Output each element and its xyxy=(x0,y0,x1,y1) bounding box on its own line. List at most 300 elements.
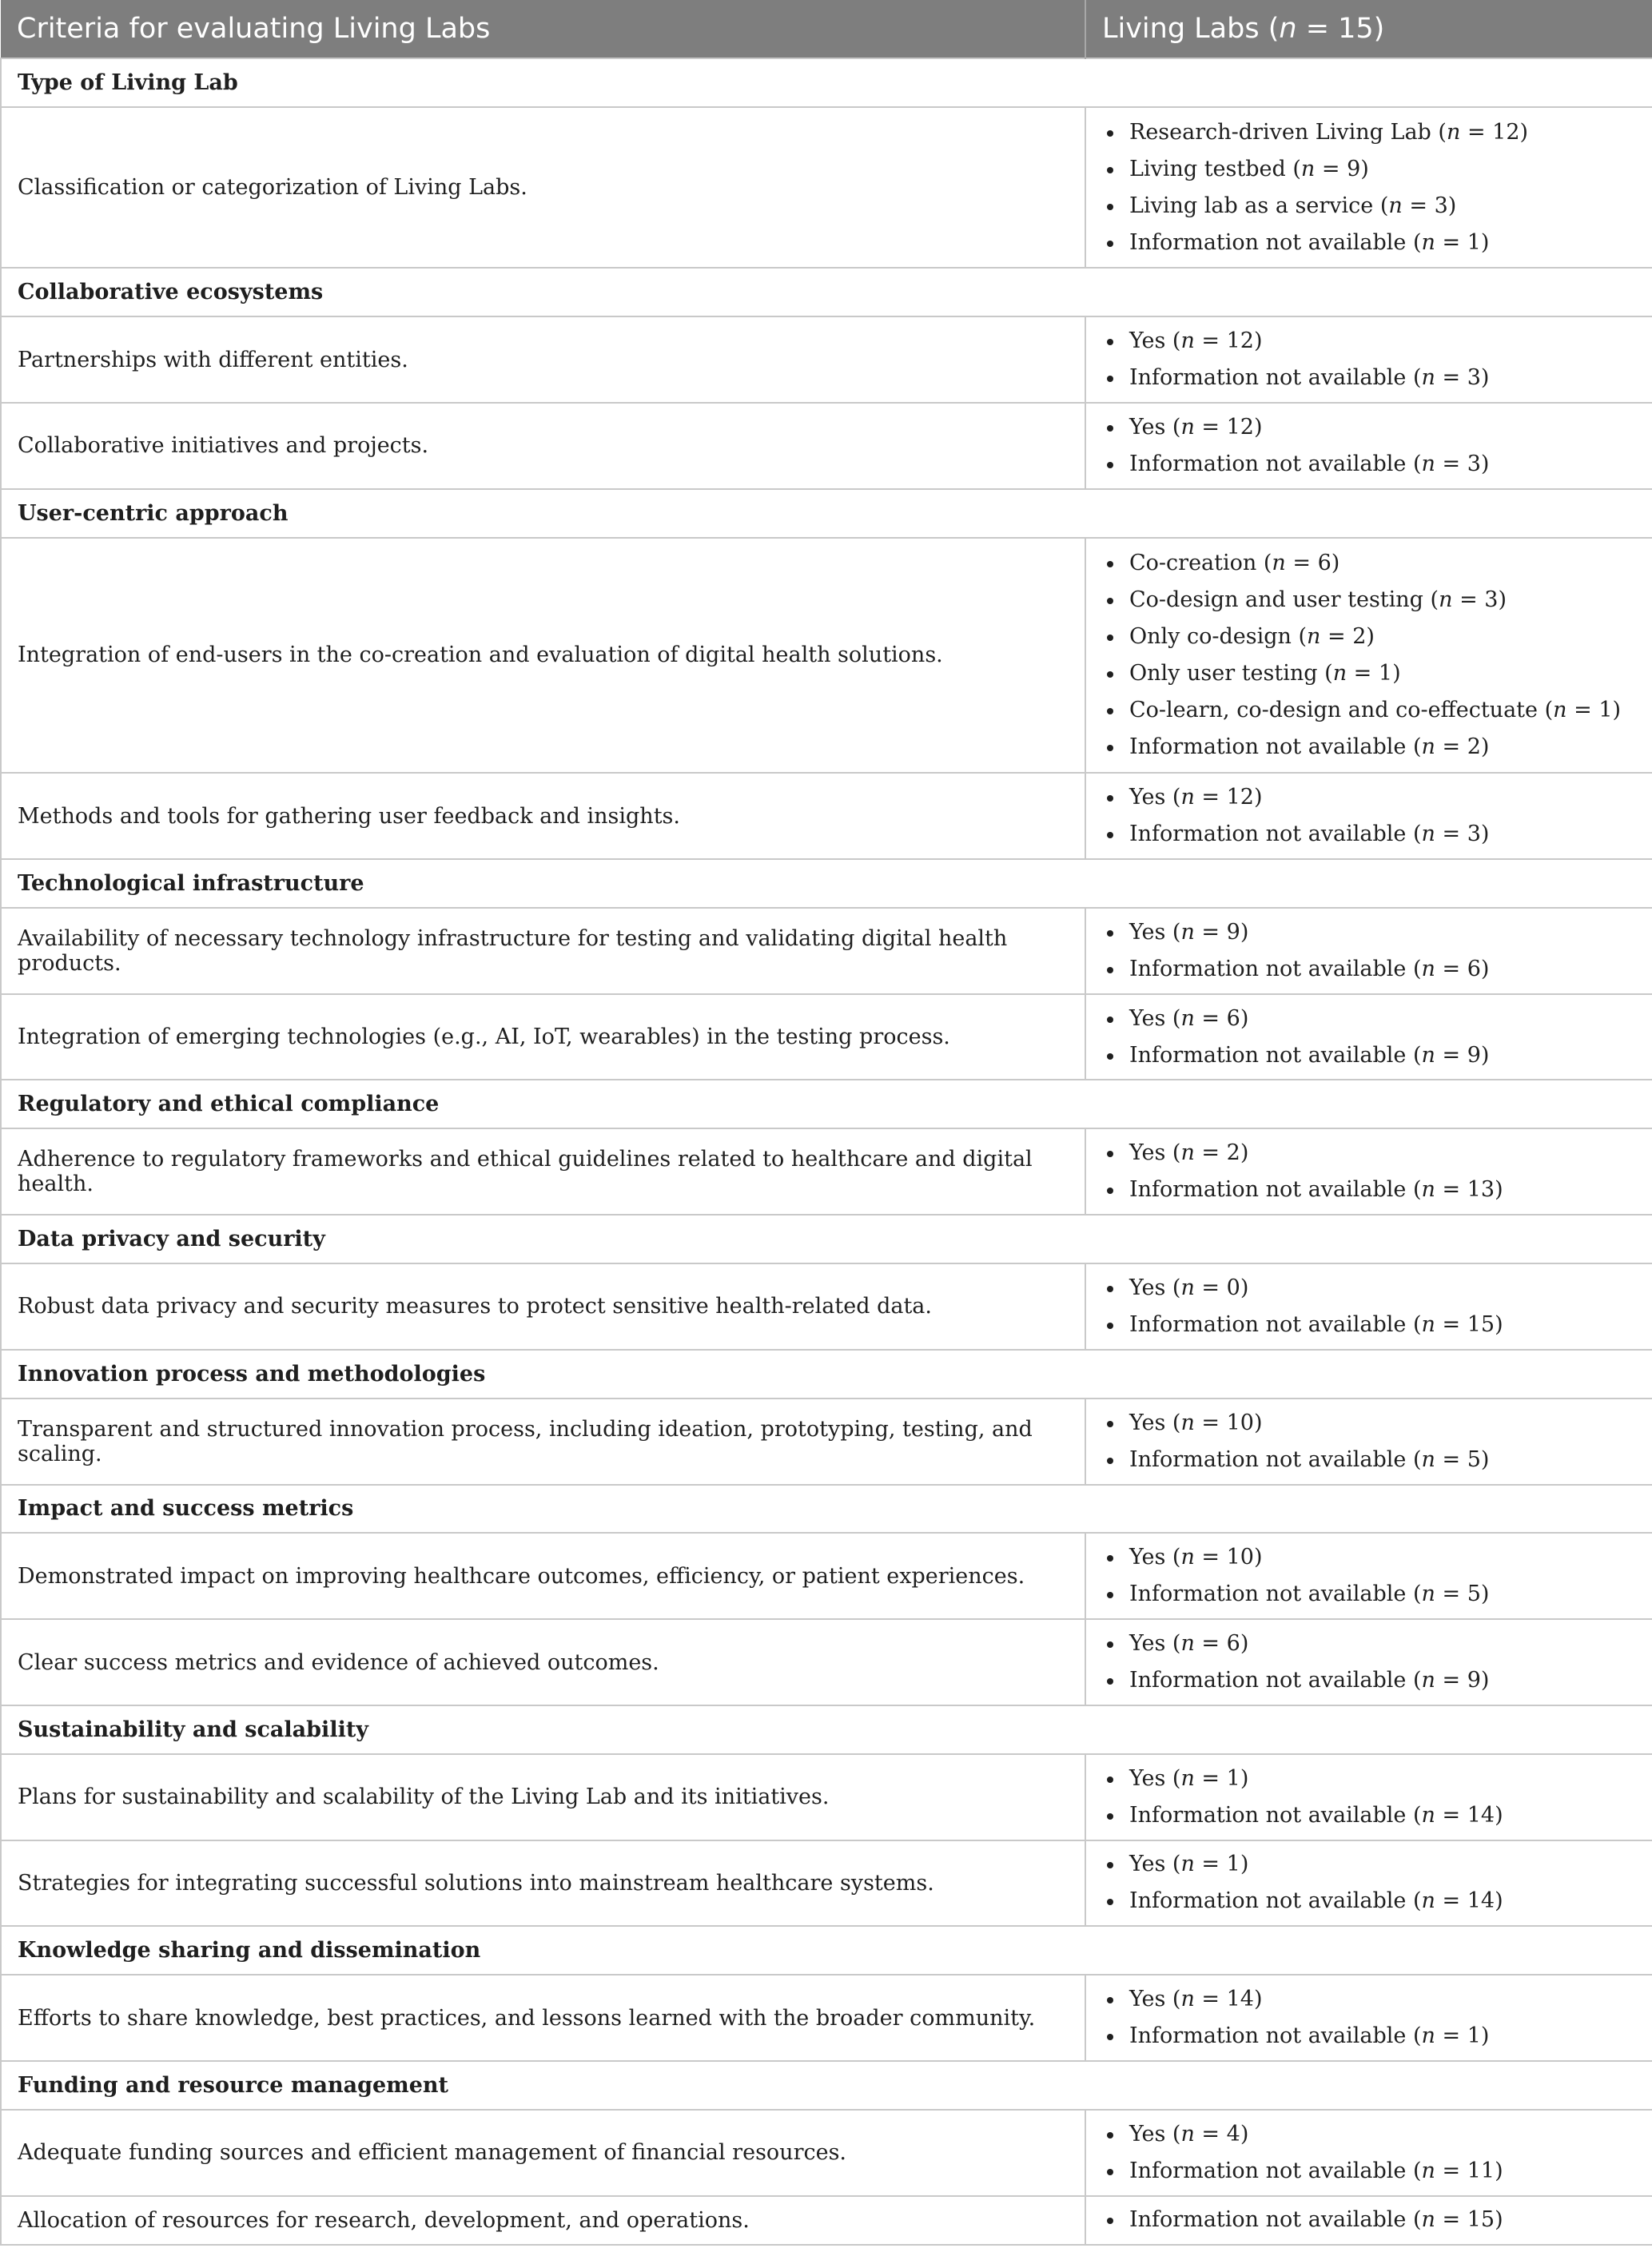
values-cell xyxy=(1085,1399,1652,1485)
section-row xyxy=(1,2061,1652,2110)
n-var: n xyxy=(1180,1005,1195,1031)
count-equals: = xyxy=(1194,328,1227,354)
count-close: ) xyxy=(1480,822,1490,847)
values-list xyxy=(1102,779,1636,853)
count-equals: = xyxy=(1435,365,1467,391)
value-label: Yes xyxy=(1129,1275,1166,1300)
list-item xyxy=(1102,1405,1636,1442)
count-close: ) xyxy=(1480,1446,1490,1472)
criterion-cell: Methods and tools for gathering user feedback and insights. xyxy=(1,773,1085,859)
value-label: Co-design and user testing xyxy=(1129,587,1423,612)
count-close: ) xyxy=(1447,193,1457,218)
list-item xyxy=(1102,225,1636,261)
values-list xyxy=(1102,914,1636,988)
values-cell xyxy=(1085,538,1652,774)
count-open: ( xyxy=(1406,1668,1422,1693)
count-open: ( xyxy=(1406,451,1422,476)
count-value: 12 xyxy=(1226,414,1254,440)
count-close: ) xyxy=(1360,156,1369,181)
values-list xyxy=(1102,1625,1636,1699)
value-label: Information not available xyxy=(1129,1802,1407,1828)
count-value: 2 xyxy=(1226,1140,1240,1166)
n-var: n xyxy=(1439,587,1453,612)
value-label: Information not available xyxy=(1129,822,1407,847)
n-var: n xyxy=(1180,414,1195,440)
values-cell xyxy=(1085,1754,1652,1840)
n-var: n xyxy=(1180,1765,1195,1791)
n-var: n xyxy=(1332,660,1347,686)
count-close: ) xyxy=(1240,2121,1249,2147)
count-open: ( xyxy=(1406,2207,1422,2233)
count-value: 1 xyxy=(1467,229,1481,255)
values-list xyxy=(1102,2116,1636,2190)
criterion-cell: Clear success metrics and evidence of achieved outcomes. xyxy=(1,1619,1085,1705)
n-var: n xyxy=(1180,785,1195,810)
values-list xyxy=(1102,323,1636,396)
section-row xyxy=(1,1080,1652,1128)
table-row xyxy=(1,1975,1652,2061)
count-open: ( xyxy=(1406,365,1422,391)
n-var: n xyxy=(1553,697,1567,722)
section-title: Sustainability and scalability xyxy=(1,1705,1652,1754)
value-label: Yes xyxy=(1129,328,1166,354)
table-row xyxy=(1,994,1652,1080)
count-close: ) xyxy=(1253,785,1263,810)
values-cell xyxy=(1085,1533,1652,1619)
header-living-labs-suffix: = 15) xyxy=(1296,13,1385,45)
section-row xyxy=(1,1485,1652,1534)
list-item xyxy=(1102,914,1636,951)
count-value: 3 xyxy=(1484,587,1499,612)
list-item xyxy=(1102,114,1636,151)
value-label: Information not available xyxy=(1129,1311,1407,1337)
count-close: ) xyxy=(1240,1005,1249,1031)
value-label: Only co-design xyxy=(1129,623,1292,649)
header-row xyxy=(1,0,1652,58)
table-row xyxy=(1,1399,1652,1485)
section-row xyxy=(1,1215,1652,1263)
n-var: n xyxy=(1421,822,1435,847)
count-close: ) xyxy=(1392,660,1401,686)
count-close: ) xyxy=(1331,550,1340,575)
count-close: ) xyxy=(1240,1765,1249,1791)
n-var: n xyxy=(1421,451,1435,476)
count-open: ( xyxy=(1165,1852,1181,1877)
values-cell xyxy=(1085,1128,1652,1215)
value-label: Information not available xyxy=(1129,1888,1407,1914)
value-label: Information not available xyxy=(1129,2158,1407,2183)
value-label: Information not available xyxy=(1129,2207,1407,2233)
count-close: ) xyxy=(1366,623,1375,649)
value-label: Yes xyxy=(1129,1545,1166,1570)
value-label: Living lab as a service xyxy=(1129,193,1374,218)
list-item xyxy=(1102,323,1636,360)
count-close: ) xyxy=(1495,1311,1503,1337)
count-equals: = xyxy=(1435,1802,1467,1828)
section-title: Type of Living Lab xyxy=(1,58,1652,107)
count-equals: = xyxy=(1435,734,1467,759)
list-item xyxy=(1102,951,1636,988)
value-label: Yes xyxy=(1129,919,1166,945)
count-open: ( xyxy=(1165,328,1181,354)
values-cell xyxy=(1085,2110,1652,2196)
values-cell xyxy=(1085,107,1652,268)
n-var: n xyxy=(1307,623,1321,649)
header-living-labs xyxy=(1085,0,1652,58)
count-close: ) xyxy=(1480,365,1490,391)
count-close: ) xyxy=(1480,1668,1490,1693)
count-equals: = xyxy=(1194,1545,1227,1570)
n-var: n xyxy=(1388,193,1403,218)
count-open: ( xyxy=(1406,822,1422,847)
criterion-cell: Availability of necessary technology infrastructure for testing and validating digital health products. xyxy=(1,908,1085,994)
n-var: n xyxy=(1180,1275,1195,1300)
count-open: ( xyxy=(1165,919,1181,945)
count-close: ) xyxy=(1480,956,1490,981)
count-value: 2 xyxy=(1467,734,1481,759)
count-equals: = xyxy=(1194,2121,1227,2147)
count-value: 2 xyxy=(1352,623,1367,649)
count-equals: = xyxy=(1285,550,1318,575)
criterion-cell: Integration of end-users in the co-creation and evaluation of digital health solutions. xyxy=(1,538,1085,774)
count-value: 1 xyxy=(1598,697,1613,722)
count-value: 3 xyxy=(1467,822,1481,847)
count-equals: = xyxy=(1194,1005,1227,1031)
count-value: 15 xyxy=(1467,1311,1495,1337)
table-row xyxy=(1,773,1652,859)
count-open: ( xyxy=(1538,697,1554,722)
criterion-cell: Collaborative initiatives and projects. xyxy=(1,403,1085,489)
count-value: 14 xyxy=(1226,1987,1254,2012)
table-row xyxy=(1,908,1652,994)
count-open: ( xyxy=(1406,1177,1422,1203)
values-cell xyxy=(1085,994,1652,1080)
count-close: ) xyxy=(1253,328,1263,354)
values-list xyxy=(1102,1001,1636,1074)
list-item xyxy=(1102,1662,1636,1699)
count-value: 1 xyxy=(1467,2023,1481,2049)
count-close: ) xyxy=(1480,229,1490,255)
count-open: ( xyxy=(1406,734,1422,759)
section-row xyxy=(1,859,1652,908)
section-title: Funding and resource management xyxy=(1,2061,1652,2110)
count-open: ( xyxy=(1406,229,1422,255)
count-equals: = xyxy=(1435,1446,1467,1472)
count-equals: = xyxy=(1194,1275,1227,1300)
count-open: ( xyxy=(1165,414,1181,440)
value-label: Yes xyxy=(1129,2121,1166,2147)
value-label: Information not available xyxy=(1129,1177,1407,1203)
list-item xyxy=(1102,1172,1636,1208)
list-item xyxy=(1102,692,1636,729)
count-equals: = xyxy=(1566,697,1599,722)
count-value: 5 xyxy=(1467,1446,1481,1472)
count-open: ( xyxy=(1165,1410,1181,1435)
count-value: 5 xyxy=(1467,1582,1481,1607)
criterion-cell: Plans for sustainability and scalability of the Living Lab and its initiatives. xyxy=(1,1754,1085,1840)
n-var: n xyxy=(1180,328,1195,354)
list-item xyxy=(1102,446,1636,483)
value-label: Information not available xyxy=(1129,1582,1407,1607)
values-cell xyxy=(1085,773,1652,859)
value-label: Yes xyxy=(1129,1852,1166,1877)
count-equals: = xyxy=(1194,1852,1227,1877)
count-value: 10 xyxy=(1226,1545,1254,1570)
header-living-labs-prefix: Living Labs ( xyxy=(1102,13,1280,45)
count-equals: = xyxy=(1435,2207,1467,2233)
values-cell xyxy=(1085,316,1652,403)
list-item xyxy=(1102,729,1636,766)
list-item xyxy=(1102,1135,1636,1172)
list-item xyxy=(1102,1270,1636,1307)
n-var: n xyxy=(1421,365,1435,391)
criterion-cell: Classification or categorization of Living Labs. xyxy=(1,107,1085,268)
list-item xyxy=(1102,360,1636,396)
list-item xyxy=(1102,2153,1636,2190)
list-item xyxy=(1102,1001,1636,1037)
count-value: 14 xyxy=(1467,1888,1495,1914)
values-list xyxy=(1102,1135,1636,1208)
count-equals: = xyxy=(1194,1631,1227,1657)
criterion-cell: Adherence to regulatory frameworks and ethical guidelines related to healthcare and digital health. xyxy=(1,1128,1085,1215)
n-var: n xyxy=(1180,1140,1195,1166)
count-open: ( xyxy=(1165,1275,1181,1300)
count-value: 9 xyxy=(1226,919,1240,945)
criterion-cell: Adequate funding sources and efficient management of financial resources. xyxy=(1,2110,1085,2196)
count-value: 3 xyxy=(1467,365,1481,391)
n-var: n xyxy=(1421,2023,1435,2049)
count-value: 10 xyxy=(1226,1410,1254,1435)
values-cell xyxy=(1085,1975,1652,2061)
count-open: ( xyxy=(1165,1631,1181,1657)
list-item xyxy=(1102,1442,1636,1478)
count-close: ) xyxy=(1495,1177,1503,1203)
table-row xyxy=(1,1840,1652,1927)
table-row xyxy=(1,2196,1652,2245)
count-equals: = xyxy=(1435,229,1467,255)
n-var: n xyxy=(1180,2121,1195,2147)
count-value: 15 xyxy=(1467,2207,1495,2233)
n-var: n xyxy=(1421,1042,1435,1068)
count-equals: = xyxy=(1435,1888,1467,1914)
count-equals: = xyxy=(1435,2158,1467,2183)
list-item xyxy=(1102,619,1636,655)
count-equals: = xyxy=(1435,956,1467,981)
count-open: ( xyxy=(1406,1802,1422,1828)
n-var: n xyxy=(1421,1668,1435,1693)
table-row xyxy=(1,403,1652,489)
section-title: Collaborative ecosystems xyxy=(1,268,1652,316)
list-item xyxy=(1102,2018,1636,2055)
count-open: ( xyxy=(1406,1582,1422,1607)
values-list xyxy=(1102,1846,1636,1920)
count-value: 12 xyxy=(1226,785,1254,810)
count-value: 4 xyxy=(1226,2121,1240,2147)
values-list xyxy=(1102,114,1636,261)
count-open: ( xyxy=(1165,1005,1181,1031)
value-label: Yes xyxy=(1129,1140,1166,1166)
list-item xyxy=(1102,1981,1636,2018)
count-open: ( xyxy=(1165,1765,1181,1791)
table-row xyxy=(1,1128,1652,1215)
list-item xyxy=(1102,2202,1636,2238)
table-body xyxy=(1,58,1652,2245)
values-cell xyxy=(1085,1263,1652,1350)
count-close: ) xyxy=(1253,1410,1263,1435)
header-criteria: Criteria for evaluating Living Labs xyxy=(1,0,1085,58)
n-var: n xyxy=(1421,956,1435,981)
n-var: n xyxy=(1446,119,1461,145)
count-close: ) xyxy=(1495,2207,1503,2233)
list-item xyxy=(1102,1797,1636,1834)
count-open: ( xyxy=(1165,1140,1181,1166)
n-var: n xyxy=(1421,1582,1435,1607)
n-var: n xyxy=(1180,919,1195,945)
count-value: 14 xyxy=(1467,1802,1495,1828)
count-equals: = xyxy=(1194,414,1227,440)
count-equals: = xyxy=(1435,1582,1467,1607)
values-cell xyxy=(1085,2196,1652,2245)
count-close: ) xyxy=(1240,1631,1249,1657)
count-equals: = xyxy=(1194,1987,1227,2012)
list-item xyxy=(1102,1761,1636,1797)
section-title: User-centric approach xyxy=(1,489,1652,538)
count-open: ( xyxy=(1165,785,1181,810)
count-equals: = xyxy=(1435,1311,1467,1337)
count-equals: = xyxy=(1460,119,1493,145)
count-value: 6 xyxy=(1317,550,1332,575)
header-n-var: n xyxy=(1279,13,1297,45)
n-var: n xyxy=(1421,2207,1435,2233)
count-close: ) xyxy=(1495,1888,1503,1914)
count-close: ) xyxy=(1480,1582,1490,1607)
values-cell xyxy=(1085,908,1652,994)
count-equals: = xyxy=(1320,623,1353,649)
count-open: ( xyxy=(1165,1987,1181,2012)
value-label: Yes xyxy=(1129,1005,1166,1031)
list-item xyxy=(1102,1625,1636,1662)
value-label: Information not available xyxy=(1129,229,1407,255)
value-label: Yes xyxy=(1129,1987,1166,2012)
n-var: n xyxy=(1180,1987,1195,2012)
section-row xyxy=(1,58,1652,107)
count-close: ) xyxy=(1480,451,1490,476)
count-equals: = xyxy=(1402,193,1435,218)
n-var: n xyxy=(1180,1852,1195,1877)
value-label: Co-creation xyxy=(1129,550,1257,575)
count-equals: = xyxy=(1194,1140,1227,1166)
section-title: Innovation process and methodologies xyxy=(1,1350,1652,1399)
values-list xyxy=(1102,1981,1636,2055)
section-title: Data privacy and security xyxy=(1,1215,1652,1263)
count-value: 6 xyxy=(1226,1631,1240,1657)
count-value: 12 xyxy=(1226,328,1254,354)
section-title: Impact and success metrics xyxy=(1,1485,1652,1534)
count-open: ( xyxy=(1423,587,1439,612)
count-open: ( xyxy=(1406,1311,1422,1337)
count-value: 6 xyxy=(1467,956,1481,981)
n-var: n xyxy=(1421,229,1435,255)
count-close: ) xyxy=(1612,697,1622,722)
n-var: n xyxy=(1421,1446,1435,1472)
count-open: ( xyxy=(1165,1545,1181,1570)
count-close: ) xyxy=(1480,2023,1490,2049)
values-cell xyxy=(1085,1840,1652,1927)
count-close: ) xyxy=(1240,1140,1249,1166)
count-close: ) xyxy=(1240,1852,1249,1877)
count-close: ) xyxy=(1253,1545,1263,1570)
criterion-cell: Transparent and structured innovation process, including ideation, prototyping, testing, and scaling. xyxy=(1,1399,1085,1485)
values-list xyxy=(1102,1761,1636,1834)
values-list xyxy=(1102,545,1636,766)
values-list xyxy=(1102,1539,1636,1613)
count-equals: = xyxy=(1435,1668,1467,1693)
n-var: n xyxy=(1421,1888,1435,1914)
count-equals: = xyxy=(1435,1177,1467,1203)
values-cell xyxy=(1085,1619,1652,1705)
value-label: Yes xyxy=(1129,1631,1166,1657)
value-label: Co-learn, co-design and co-effectuate xyxy=(1129,697,1538,722)
table-row xyxy=(1,1263,1652,1350)
count-value: 1 xyxy=(1378,660,1393,686)
table-row xyxy=(1,538,1652,774)
value-label: Yes xyxy=(1129,414,1166,440)
count-equals: = xyxy=(1435,1042,1467,1068)
section-row xyxy=(1,489,1652,538)
count-value: 13 xyxy=(1467,1177,1495,1203)
section-title: Regulatory and ethical compliance xyxy=(1,1080,1652,1128)
count-value: 1 xyxy=(1226,1765,1240,1791)
count-close: ) xyxy=(1240,919,1249,945)
count-value: 0 xyxy=(1226,1275,1240,1300)
count-close: ) xyxy=(1498,587,1507,612)
list-item xyxy=(1102,151,1636,188)
section-row xyxy=(1,268,1652,316)
table-row xyxy=(1,2110,1652,2196)
count-equals: = xyxy=(1435,822,1467,847)
n-var: n xyxy=(1421,2158,1435,2183)
count-value: 9 xyxy=(1467,1042,1481,1068)
value-label: Information not available xyxy=(1129,1446,1407,1472)
value-label: Information not available xyxy=(1129,1042,1407,1068)
count-value: 3 xyxy=(1434,193,1448,218)
count-close: ) xyxy=(1519,119,1529,145)
list-item xyxy=(1102,1846,1636,1883)
count-equals: = xyxy=(1347,660,1379,686)
values-list xyxy=(1102,1405,1636,1478)
count-open: ( xyxy=(1431,119,1447,145)
count-close: ) xyxy=(1240,1275,1249,1300)
count-close: ) xyxy=(1253,414,1263,440)
table-row xyxy=(1,1754,1652,1840)
value-label: Information not available xyxy=(1129,734,1407,759)
value-label: Information not available xyxy=(1129,956,1407,981)
count-equals: = xyxy=(1315,156,1347,181)
values-list xyxy=(1102,409,1636,483)
count-equals: = xyxy=(1194,1765,1227,1791)
value-label: Yes xyxy=(1129,1765,1166,1791)
criterion-cell: Strategies for integrating successful solutions into mainstream healthcare systems. xyxy=(1,1840,1085,1927)
value-label: Yes xyxy=(1129,1410,1166,1435)
count-value: 9 xyxy=(1347,156,1361,181)
value-label: Information not available xyxy=(1129,451,1407,476)
list-item xyxy=(1102,188,1636,225)
section-title: Knowledge sharing and dissemination xyxy=(1,1926,1652,1975)
count-value: 9 xyxy=(1467,1668,1481,1693)
n-var: n xyxy=(1272,550,1286,575)
value-label: Research-driven Living Lab xyxy=(1129,119,1431,145)
count-equals: = xyxy=(1435,2023,1467,2049)
